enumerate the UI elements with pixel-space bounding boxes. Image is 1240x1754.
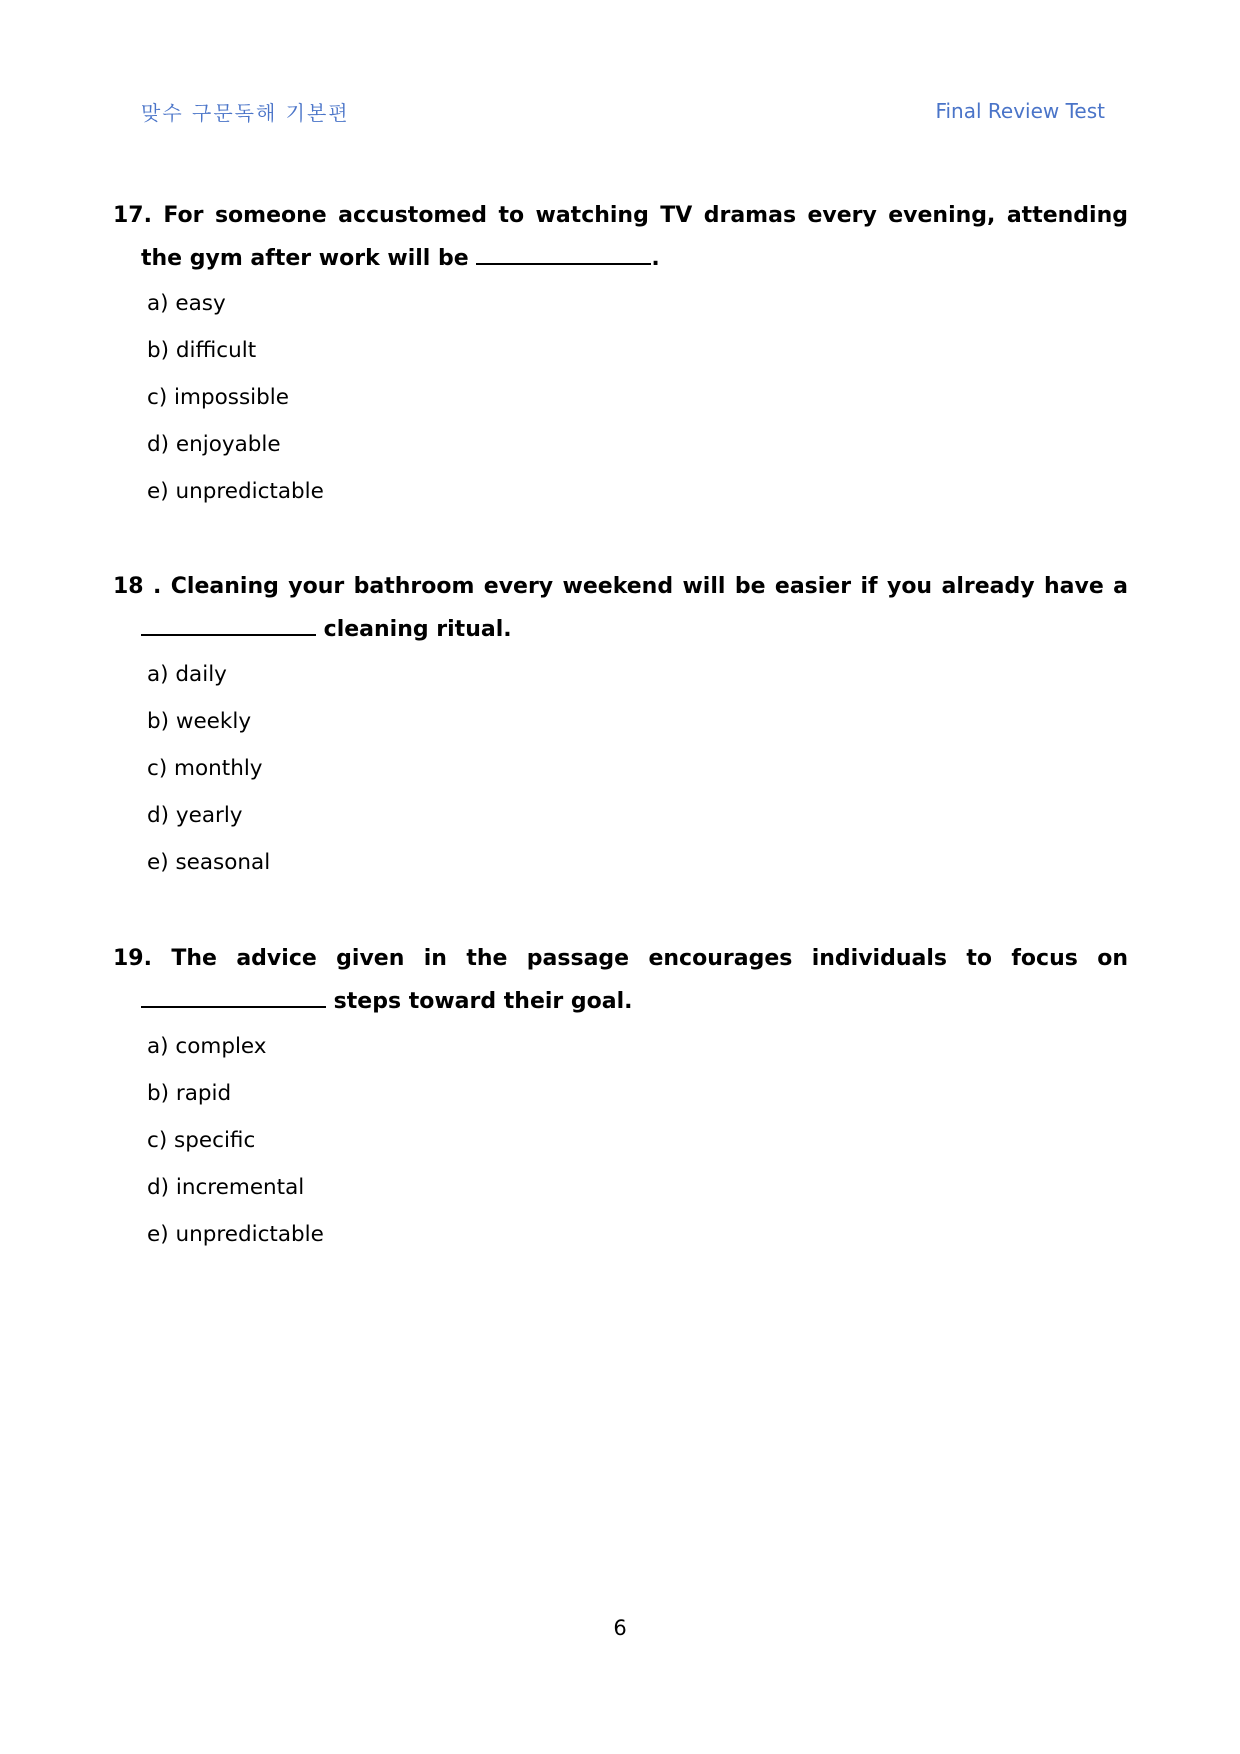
option-b[interactable]: b) rapid (147, 1081, 232, 1106)
option-e[interactable]: e) unpredictable (147, 1222, 324, 1247)
question-number: 17. (113, 203, 152, 228)
answer-blank (141, 1005, 326, 1008)
question-number: 18 . (113, 574, 162, 599)
answer-options (113, 651, 1128, 886)
section-title: Final Review Test (935, 99, 1105, 123)
book-title: 맞수 구문독해 기본편 (141, 101, 350, 125)
question-18 (113, 565, 1128, 886)
option-e[interactable]: e) unpredictable (147, 479, 324, 504)
option-c[interactable]: c) specific (147, 1128, 256, 1153)
question-stem (113, 194, 1128, 280)
option-a[interactable]: a) daily (147, 662, 227, 687)
answer-options (113, 1023, 1128, 1258)
option-d[interactable]: d) incremental (147, 1175, 305, 1200)
option-c[interactable]: c) monthly (147, 756, 263, 781)
question-stem (113, 565, 1128, 651)
option-b[interactable]: b) difficult (147, 338, 257, 363)
option-c[interactable]: c) impossible (147, 385, 289, 410)
option-a[interactable]: a) easy (147, 291, 226, 316)
answer-options (113, 280, 1128, 515)
question-text: Cleaning your bathroom every weekend will be easier if you already have a (170, 574, 1128, 599)
question-text: The advice given in the passage encourages individuals to focus on (171, 946, 1128, 971)
question-text-end: steps toward their goal. (333, 989, 633, 1014)
page-number: 6 (613, 1616, 627, 1640)
question-text-end: . (651, 246, 660, 271)
question-17 (113, 194, 1128, 515)
question-19 (113, 937, 1128, 1258)
answer-blank (476, 262, 651, 265)
question-stem (113, 937, 1128, 1023)
question-text: For someone accustomed to watching TV dramas every evening, attending the gym after work will be (141, 203, 1128, 271)
option-d[interactable]: d) yearly (147, 803, 243, 828)
option-a[interactable]: a) complex (147, 1034, 267, 1059)
answer-blank (141, 633, 316, 636)
question-text-end: cleaning ritual. (323, 617, 512, 642)
question-number: 19. (113, 946, 152, 971)
option-e[interactable]: e) seasonal (147, 850, 271, 875)
option-b[interactable]: b) weekly (147, 709, 252, 734)
option-d[interactable]: d) enjoyable (147, 432, 281, 457)
